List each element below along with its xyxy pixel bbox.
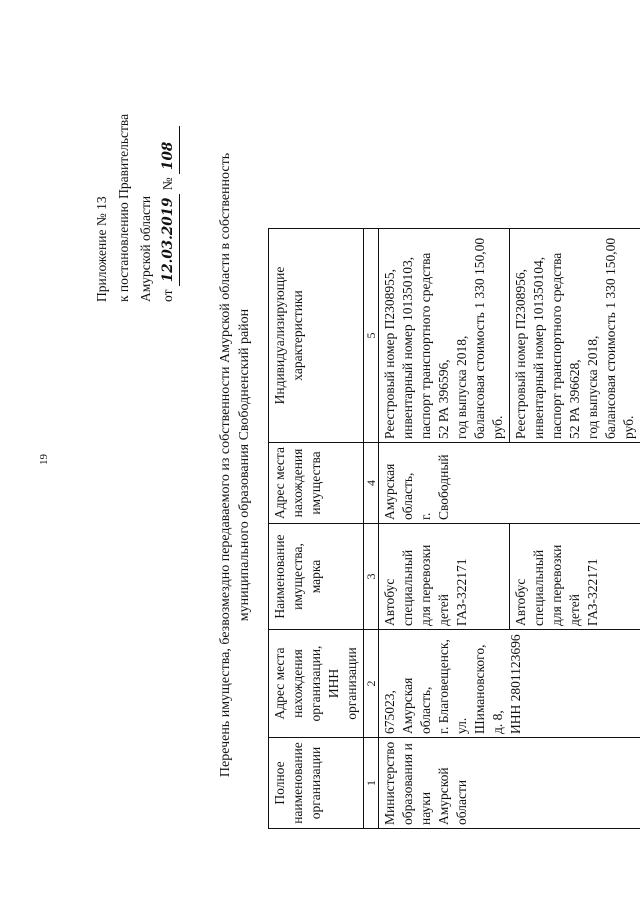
title-line-1: Перечень имущества, безвозмездно передаваемого из собственности Амурской области в собственность	[218, 152, 233, 778]
column-number: 3	[364, 524, 379, 630]
document-title	[216, 145, 254, 785]
column-number: 1	[364, 738, 379, 829]
property-name-cell: Автобус специальный для перевозки детей ГАЗ-322171	[510, 524, 640, 630]
title-line-2: муниципального образования Свободненский район	[237, 308, 252, 622]
characteristics-cell: Реестровый номер П2308956, инвентарный номер 101350104, паспорт транспортного средства 52 РА 396628, год выпуска 2018, балансовая стоимость 1 330 150,00 руб.	[510, 229, 640, 443]
property-table	[268, 228, 640, 829]
appendix-line-2: к постановлению Правительства	[116, 113, 131, 302]
handwritten-number: 108	[157, 126, 180, 174]
org-name-cell: Министерство образования и науки Амурской области	[379, 738, 640, 829]
table-row	[379, 229, 510, 829]
column-number: 4	[364, 443, 379, 524]
characteristics-cell: Реестровый номер П2308955, инвентарный номер 101350103, паспорт транспортного средства 52 РА 396596, год выпуска 2018, балансовая стоимость 1 330 150,00 руб.	[379, 229, 510, 443]
column-number: 2	[364, 630, 379, 738]
appendix-line-1: Приложение № 13	[94, 196, 109, 302]
handwritten-date: 12.03.2019	[157, 194, 180, 287]
org-address-cell: 675023, Амурская область, г. Благовещенск, ул. Шимановского, д. 8, ИНН 2801123696	[379, 630, 640, 738]
header-org-address: Адрес места нахождения организации, ИНН организации	[269, 630, 364, 738]
header-property-name: Наименование имущества, марка	[269, 524, 364, 630]
table-number-row	[364, 229, 379, 829]
property-address-cell: Амурская область, г. Свободный	[379, 443, 640, 524]
column-number: 5	[364, 229, 379, 443]
appendix-block	[91, 114, 180, 302]
appendix-line-3: Амурской области	[138, 195, 153, 302]
appendix-date-line	[157, 114, 180, 302]
property-name-cell: Автобус специальный для перевозки детей ГАЗ-322171	[379, 524, 510, 630]
header-org-name: Полное наименование организации	[269, 738, 364, 829]
number-prefix: №	[160, 177, 175, 191]
header-property-address: Адрес места нахождения имущества	[269, 443, 364, 524]
page-number: 19	[38, 454, 50, 465]
header-characteristics: Индивидуализирующие характеристики	[269, 229, 364, 443]
date-prefix: от	[160, 289, 175, 302]
table-header-row	[269, 229, 364, 829]
